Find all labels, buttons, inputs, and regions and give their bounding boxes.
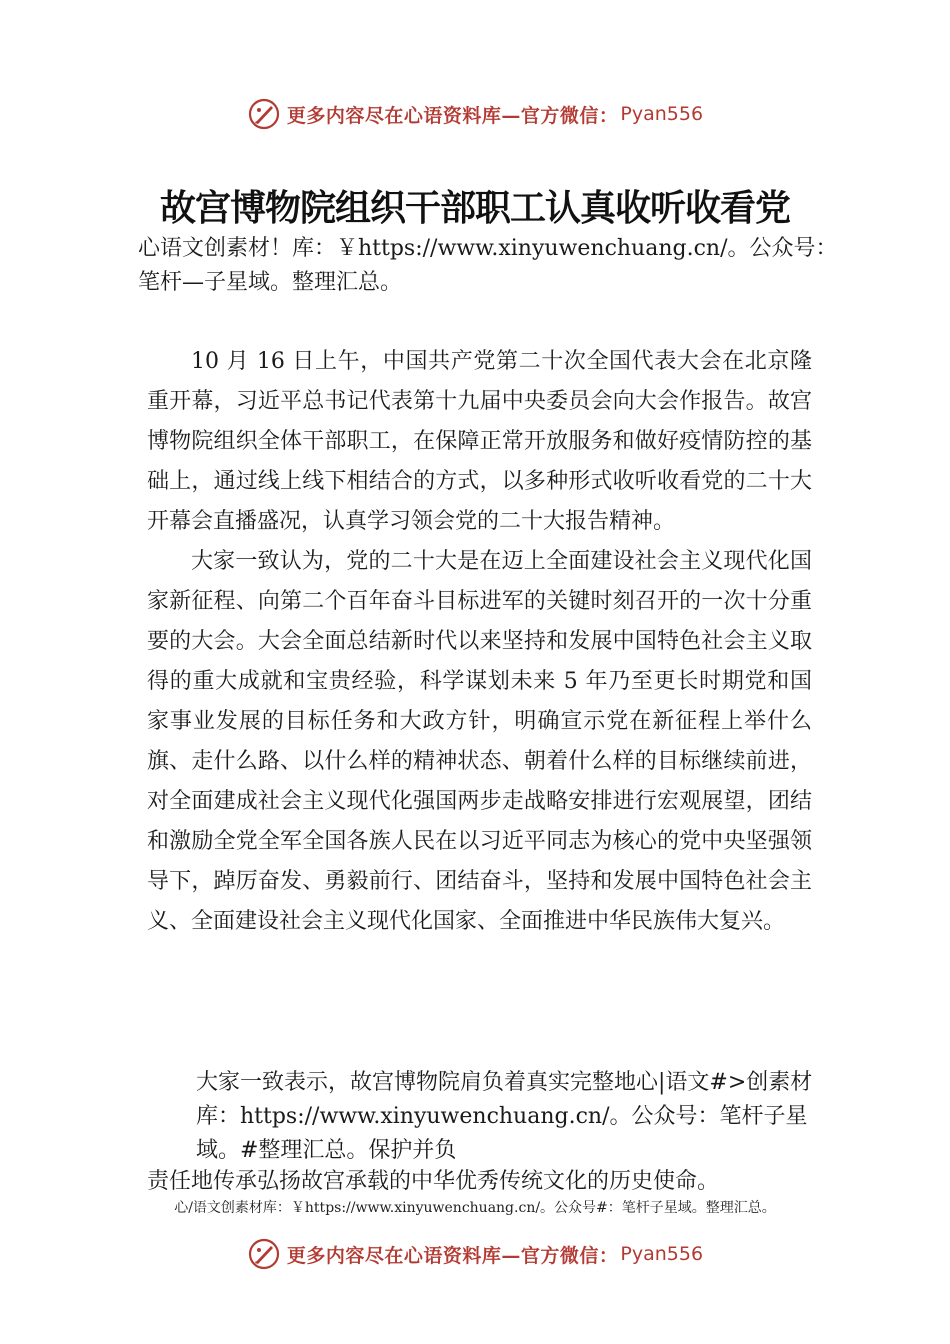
banner-text: 更多内容尽在心语资料库—官方微信： — [286, 1244, 619, 1267]
header-banner — [0, 94, 950, 134]
quill-pen-logo-icon — [247, 1237, 281, 1271]
paragraph-2: 大家一致认为，党的二十大是在迈上全面建设社会主义现代化国家新征程、向第二个百年奋斗目标进军的关键时刻召开的一次十分重要的大会。大会全面总结新时代以来坚持和发展中国特色社会主义取得的重大成就和宝贵经验，科学谋划未来 5 年乃至更长时期党和国家事业发展的目标任务和大政方针，明确宣示党在新征程上举什么旗、走什么路、以什么样的精神状态、朝着什么样的目标继续前进，对全面建成社会主义现代化强国两步走战略安排进行宏观展望，团结和激励全党全军全国各族人民在以习近平同志为核心的党中央坚强领导下，踔厉奋发、勇毅前行、团结奋斗，坚持和发展中国特色社会主义、全面建设社会主义现代化国家、全面推进中华民族伟大复兴。 — [147, 549, 812, 934]
banner-wechat-id: Pyan556 — [620, 1243, 704, 1265]
article-body — [147, 342, 812, 942]
paragraph-1: 10 月 16 日上午，中国共产党第二十次全国代表大会在北京隆重开幕，习近平总书记代表第十九届中央委员会向大会作报告。故宫博物院组织全体干部职工，在保障正常开放服务和做好疫情防控的基础上，通过线上线下相结合的方式，以多种形式收听收看党的二十大开幕会直播盛况，认真学习领会党的二十大报告精神。 — [147, 349, 812, 534]
footer-banner — [0, 1234, 950, 1274]
paragraph-3-tail: 责任地传承弘扬故宫承载的中华优秀传统文化的历史使命。 — [147, 1169, 720, 1194]
source-line: 心语文创素材！库：￥https://www.xinyuwenchuang.cn/。公众号：笔杆—子星域。整理汇总。 — [138, 236, 838, 295]
quill-pen-logo-icon — [247, 97, 281, 131]
banner-wechat-id: Pyan556 — [620, 103, 704, 125]
page-title: 故宫博物院组织干部职工认真收听收看党 — [159, 187, 790, 229]
banner-text: 更多内容尽在心语资料库—官方微信： — [286, 104, 619, 127]
footer-source-line: 心/语文创素材库：￥https://www.xinyuwenchuang.cn/。公众号#：笔杆子星域。整理汇总。 — [174, 1200, 776, 1216]
paragraph-3-block: 大家一致表示，故宫博物院肩负着真实完整地心|语文#>创素材库：https://www.xinyuwenchuang.cn/。公众号：笔杆子星域。#整理汇总。保护并负 — [196, 1070, 813, 1163]
